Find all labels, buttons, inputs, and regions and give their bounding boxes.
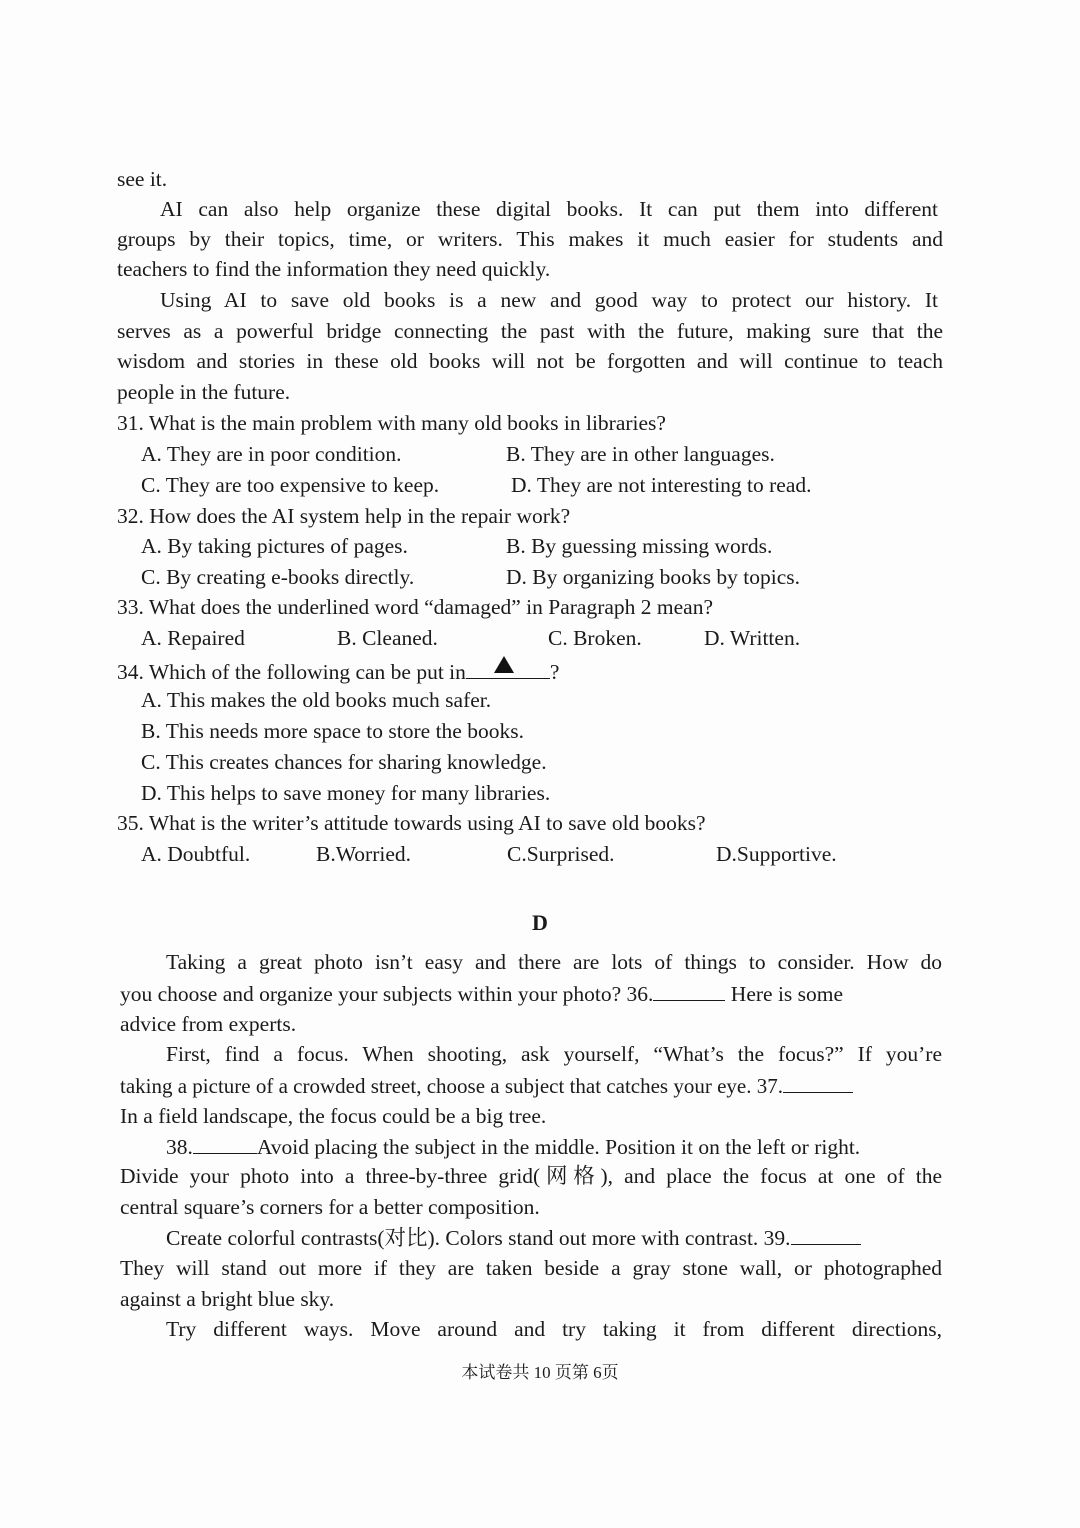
passage-line: Try different ways. Move around and try taking it from different directions, (166, 1317, 942, 1341)
q34-option-a: A. This makes the old books much safer. (141, 688, 492, 712)
q31-option-a: A. They are in poor condition. (141, 442, 402, 466)
q31-option-d: D. They are not interesting to read. (511, 473, 812, 497)
passage-line: AI can also help organize these digital books. It can put them into different (160, 197, 938, 221)
q31-option-b: B. They are in other languages. (506, 442, 775, 466)
question-35-stem: 35. What is the writer’s attitude towards using AI to save old books? (117, 811, 706, 835)
answer-blank-36 (653, 978, 725, 1001)
question-34-stem-end: ? (549, 660, 560, 684)
q34-option-d: D. This helps to save money for many libraries. (141, 781, 551, 805)
q33-option-d: D. Written. (704, 626, 801, 650)
page-footer: 本试卷共 10 页第 6页 (461, 1363, 619, 1382)
q32-option-d: D. By organizing books by topics. (506, 565, 801, 589)
passage-text: taking a picture of a crowded street, choose a subject that catches your eye. 37. (120, 1074, 783, 1098)
passage-line: wisdom and stories in these old books will not be forgotten and will continue to teach (117, 349, 943, 373)
passage-line: people in the future. (117, 380, 291, 404)
q32-option-a: A. By taking pictures of pages. (141, 534, 408, 558)
answer-blank-37 (783, 1070, 853, 1093)
q35-option-c: C.Surprised. (507, 842, 615, 866)
q35-option-d: D.Supportive. (716, 842, 837, 866)
passage-line: First, find a focus. When shooting, ask yourself, “What’s the focus?” If you’re (166, 1042, 942, 1066)
passage-line: Taking a great photo isn’t easy and there are lots of things to consider. How do (166, 950, 942, 974)
q32-option-c: C. By creating e-books directly. (141, 565, 415, 589)
passage-text: Create colorful contrasts(对比). Colors stand out more with contrast. 39. (166, 1226, 791, 1250)
passage-line (166, 1222, 942, 1253)
passage-text: Here is some (725, 982, 844, 1006)
passage-line: against a bright blue sky. (120, 1287, 335, 1311)
passage-line: Using AI to save old books is a new and good way to protect our history. It (160, 288, 938, 312)
passage-line: teachers to find the information they need quickly. (117, 257, 551, 281)
passage-line: Divide your photo into a three-by-three grid(网格), and place the focus at one of the (120, 1164, 942, 1188)
passage-line: see it. (117, 167, 168, 191)
question-34-stem (117, 654, 943, 687)
passage-line: advice from experts. (120, 1012, 297, 1036)
passage-line: central square’s corners for a better composition. (120, 1195, 540, 1219)
passage-line: groups by their topics, time, or writers. This makes it much easier for students and (117, 227, 943, 251)
passage-text: Avoid placing the subject in the middle. Position it on the left or right. (256, 1135, 861, 1159)
question-34-stem-text: 34. Which of the following can be put in (117, 660, 466, 684)
passage-line (120, 1070, 944, 1101)
passage-text: 38. (166, 1135, 193, 1159)
q35-option-a: A. Doubtful. (141, 842, 251, 866)
answer-blank-39 (791, 1222, 861, 1245)
passage-line: serves as a powerful bridge connecting the past with the future, making sure that the (117, 319, 943, 343)
q35-option-b: B.Worried. (316, 842, 411, 866)
q34-option-b: B. This needs more space to store the books. (141, 719, 524, 743)
question-31-stem: 31. What is the main problem with many old books in libraries? (117, 411, 666, 435)
passage-line: They will stand out more if they are taken beside a gray stone wall, or photographed (120, 1256, 942, 1280)
passage-line (166, 1131, 942, 1162)
triangle-icon (494, 656, 514, 673)
passage-line (120, 978, 942, 1009)
section-heading: D (532, 910, 548, 935)
question-32-stem: 32. How does the AI system help in the repair work? (117, 504, 571, 528)
q33-option-b: B. Cleaned. (337, 626, 438, 650)
answer-blank-38 (193, 1131, 257, 1154)
passage-line: In a field landscape, the focus could be a big tree. (120, 1104, 547, 1128)
q33-option-c: C. Broken. (548, 626, 642, 650)
q34-option-c: C. This creates chances for sharing knowledge. (141, 750, 547, 774)
passage-text: you choose and organize your subjects within your photo? 36. (120, 982, 654, 1006)
q33-option-a: A. Repaired (141, 626, 245, 650)
q32-option-b: B. By guessing missing words. (506, 534, 773, 558)
question-33-stem: 33. What does the underlined word “damaged” in Paragraph 2 mean? (117, 595, 714, 619)
answer-blank (466, 654, 550, 679)
q31-option-c: C. They are too expensive to keep. (141, 473, 440, 497)
